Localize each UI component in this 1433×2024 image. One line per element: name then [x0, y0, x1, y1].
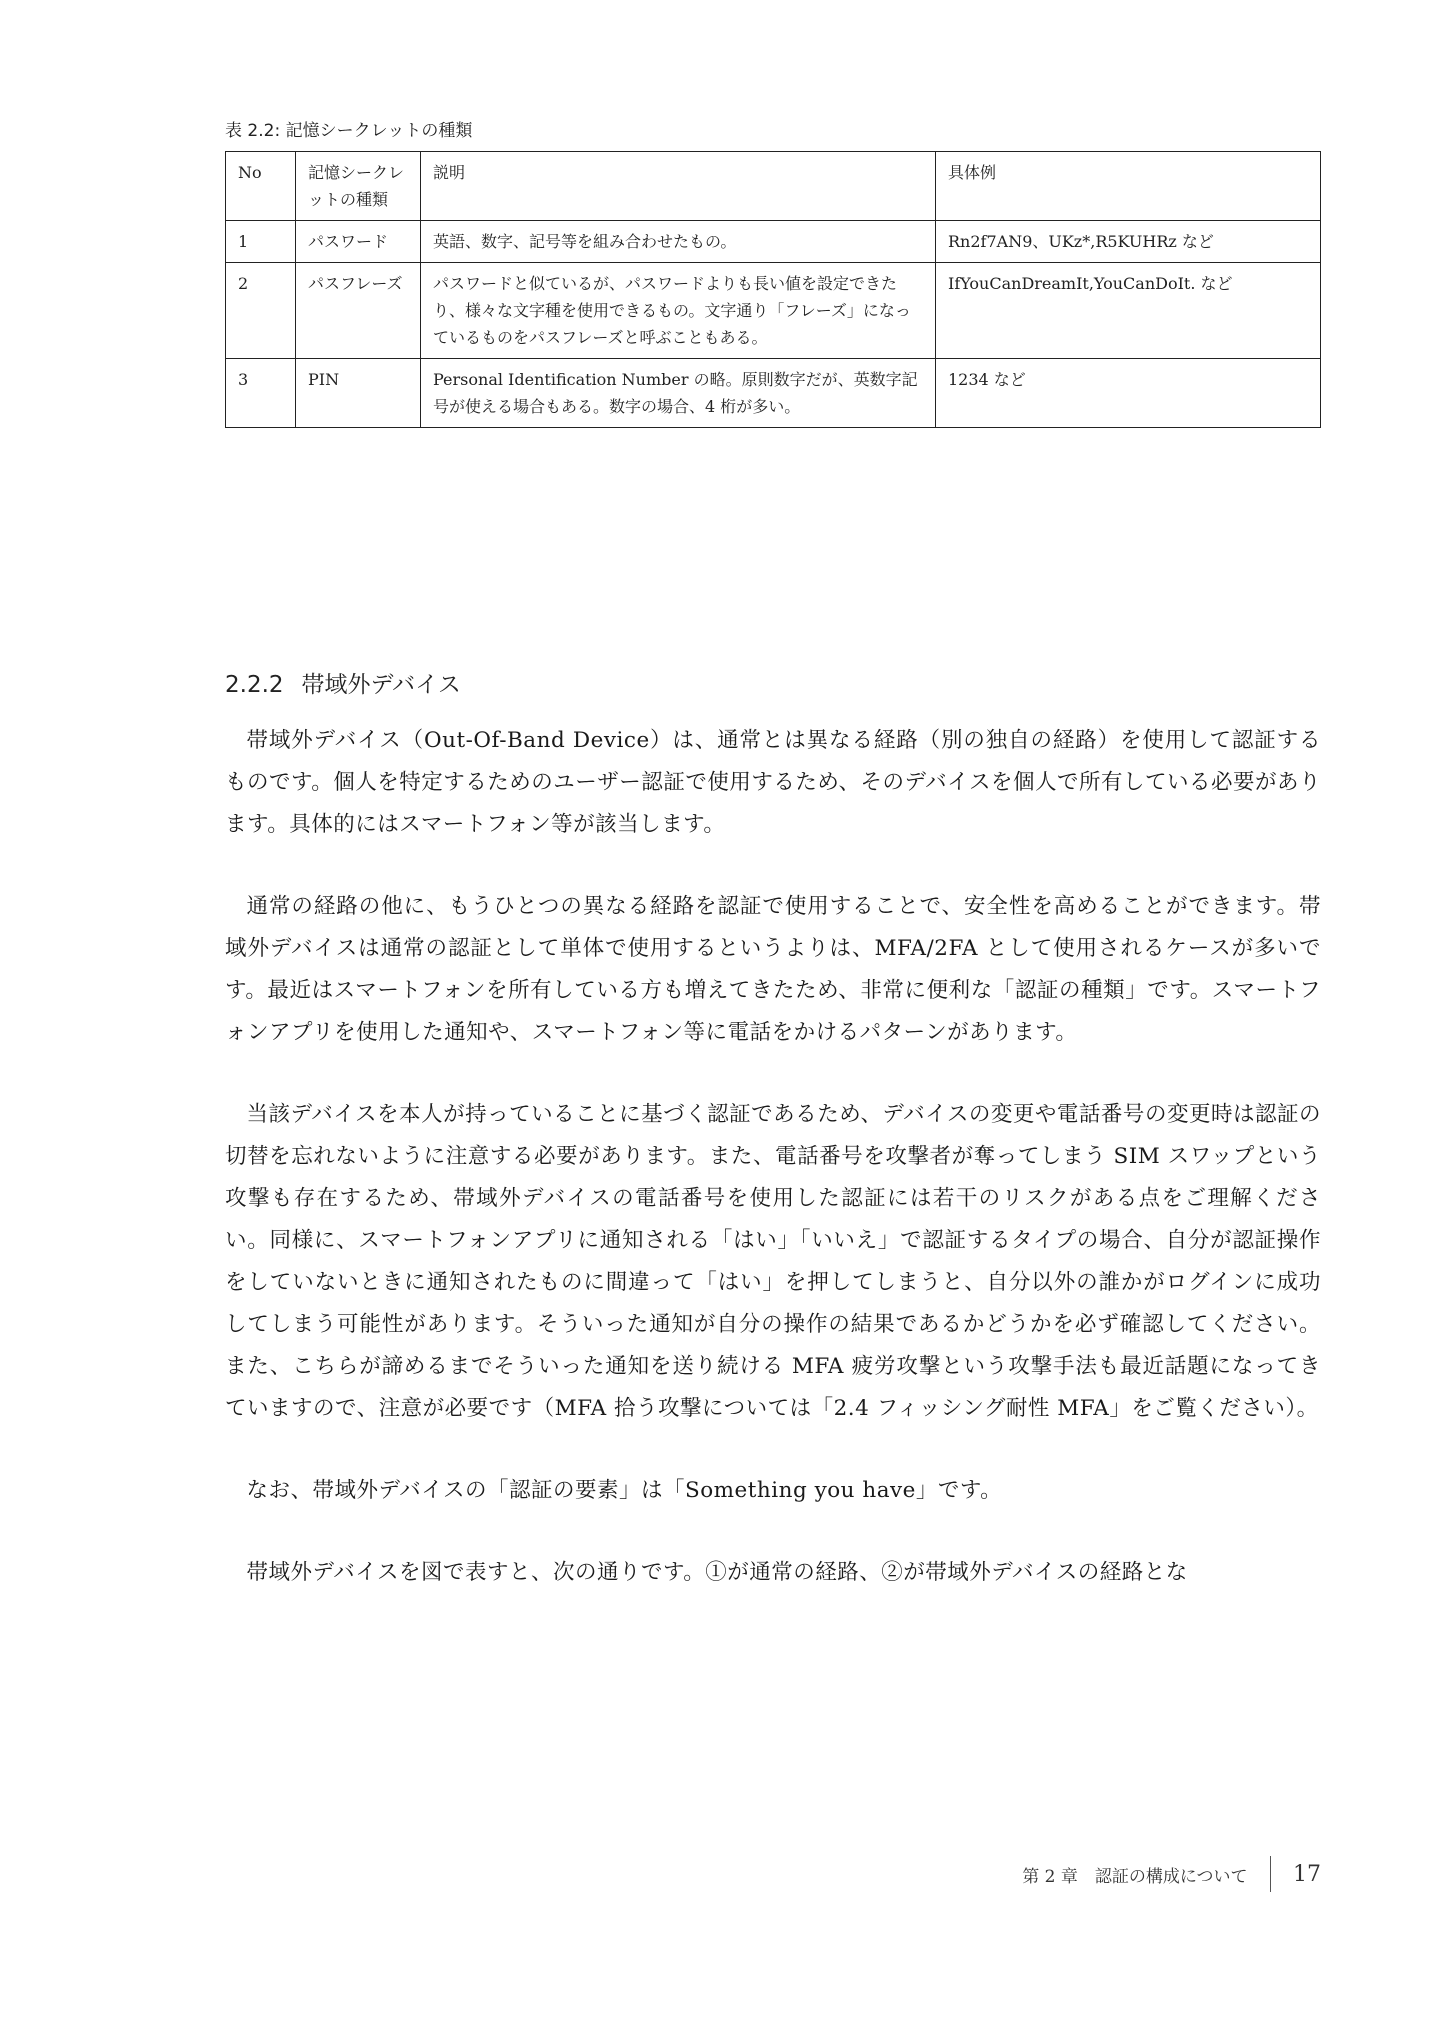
cell-type: PIN	[296, 359, 421, 428]
header-type: 記憶シークレットの種類	[296, 152, 421, 221]
paragraph: 当該デバイスを本人が持っていることに基づく認証であるため、デバイスの変更や電話番号の変更時は認証の切替を忘れないように注意する必要があります。また、電話番号を攻撃者が奪ってしまう SIM スワップという攻撃も存在するため、帯域外デバイスの電話番号を使用した認証には若干のリスクがある点をご理解ください。同様に、スマートフォンアプリに通知される「はい」「いいえ」で認証するタイプの場合、自分が認証操作をしていないときに通知されたものに間違って「はい」を押してしまうと、自分以外の誰かがログインに成功してしまう可能性があります。そういった通知が自分の操作の結果であるかどうかを必ず確認してください。また、こちらが諦めるまでそういった通知を送り続ける MFA 疲労攻撃という攻撃手法も最近話題になってきていますので、注意が必要です（MFA 拾う攻撃については「2.4 フィッシング耐性 MFA」をご覧ください）。	[225, 1102, 1321, 1421]
header-no: No	[226, 152, 296, 221]
cell-example: IfYouCanDreamIt,YouCanDoIt. など	[936, 263, 1321, 359]
table-row	[226, 359, 1321, 428]
table-row	[226, 263, 1321, 359]
cell-example: 1234 など	[936, 359, 1321, 428]
cell-type: パスフレーズ	[296, 263, 421, 359]
page-number: 17	[1293, 1861, 1321, 1887]
cell-type: パスワード	[296, 221, 421, 263]
paragraph: なお、帯域外デバイスの「認証の要素」は「Something you have」です。	[246, 1478, 1003, 1503]
paragraph: 帯域外デバイス（Out-Of-Band Device）は、通常とは異なる経路（別の独自の経路）を使用して認証するものです。個人を特定するためのユーザー認証で使用するため、そのデバイスを個人で所有している必要があります。具体的にはスマートフォン等が該当します。	[225, 728, 1321, 837]
body-text	[225, 720, 1321, 1634]
section-number: 2.2.2	[225, 672, 284, 698]
section-title: 帯域外デバイス	[301, 672, 461, 698]
memorized-secrets-table	[225, 151, 1321, 428]
cell-no: 2	[226, 263, 296, 359]
footer-divider	[1270, 1856, 1272, 1892]
cell-no: 1	[226, 221, 296, 263]
cell-description: Personal Identification Number の略。原則数字だが、英数字記号が使える場合もある。数字の場合、4 桁が多い。	[421, 359, 936, 428]
cell-description: 英語、数字、記号等を組み合わせたもの。	[421, 221, 936, 263]
page-footer	[1022, 1856, 1321, 1892]
cell-no: 3	[226, 359, 296, 428]
cell-example: Rn2f7AN9、UKz*,R5KUHRz など	[936, 221, 1321, 263]
header-description: 説明	[421, 152, 936, 221]
section-heading	[225, 666, 461, 699]
table-row	[226, 221, 1321, 263]
table-header-row	[226, 152, 1321, 221]
footer-chapter: 第 2 章 認証の構成について	[1022, 1866, 1248, 1887]
table-caption: 表 2.2: 記憶シークレットの種類	[225, 121, 473, 141]
paragraph: 帯域外デバイスを図で表すと、次の通りです。①が通常の経路、②が帯域外デバイスの経路とな	[246, 1560, 1188, 1585]
cell-description: パスワードと似ているが、パスワードよりも長い値を設定できたり、様々な文字種を使用できるもの。文字通り「フレーズ」になっているものをパスフレーズと呼ぶこともある。	[421, 263, 936, 359]
header-example: 具体例	[936, 152, 1321, 221]
paragraph: 通常の経路の他に、もうひとつの異なる経路を認証で使用することで、安全性を高めることができます。帯域外デバイスは通常の認証として単体で使用するというよりは、MFA/2FA として使用されるケースが多いです。最近はスマートフォンを所有している方も増えてきたため、非常に便利な「認証の種類」です。スマートフォンアプリを使用した通知や、スマートフォン等に電話をかけるパターンがあります。	[225, 894, 1321, 1045]
